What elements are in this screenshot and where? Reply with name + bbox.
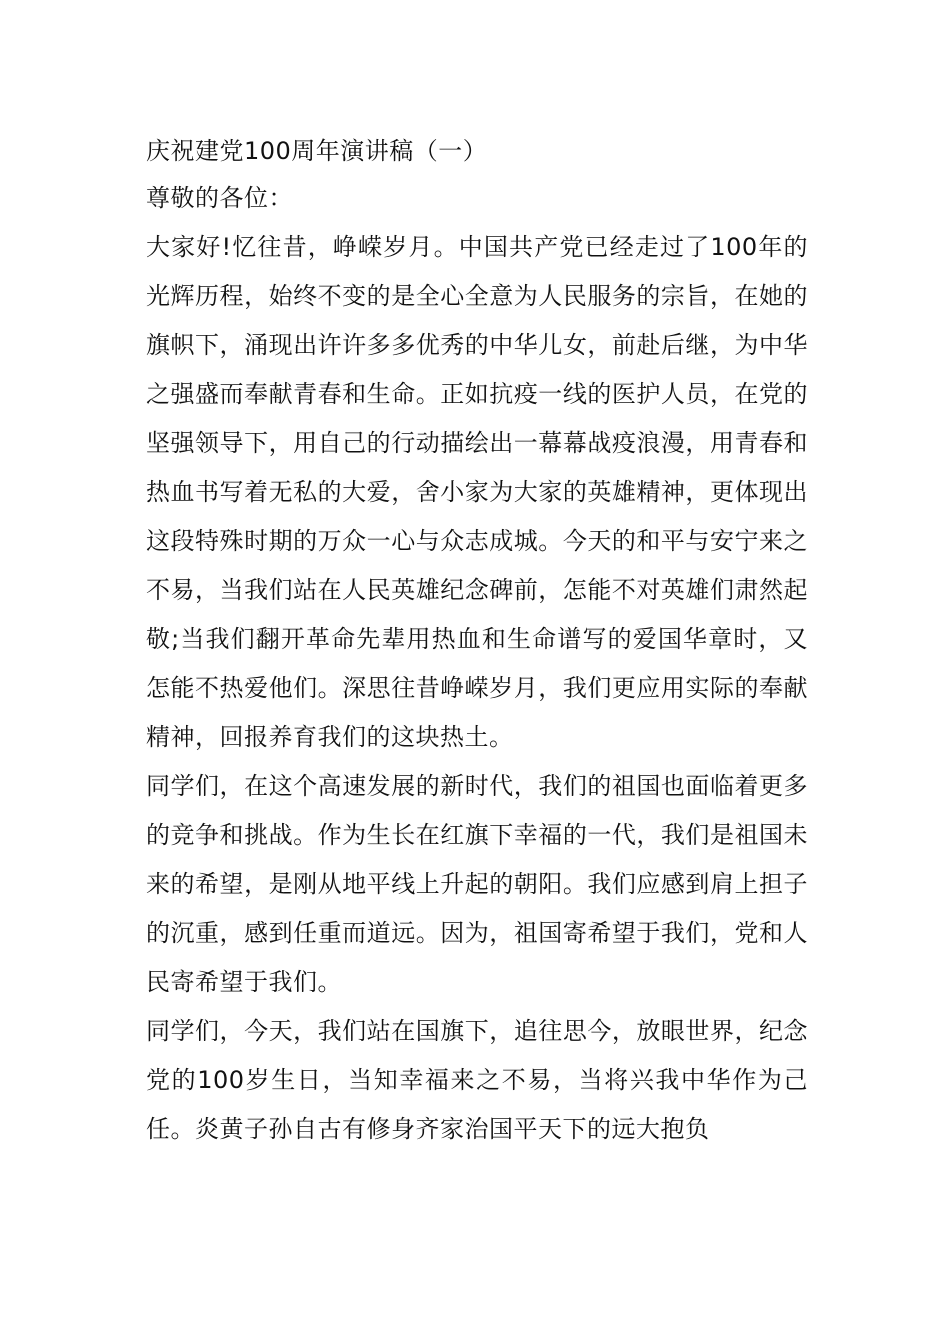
paragraph-2: 同学们，在这个高速发展的新时代，我们的祖国也面临着更多的竞争和挑战。作为生长在红旗下幸福的一代，我们是祖国未来的希望，是刚从地平线上升起的朝阳。我们应感到肩上担子的沉重，感到任重而道远。因为，祖国寄希望于我们，党和人民寄希望于我们。: [146, 772, 808, 996]
document-title: 庆祝建党100周年演讲稿（一）: [146, 137, 488, 165]
paragraph-3: 同学们，今天，我们站在国旗下，追往思今，放眼世界，纪念党的100岁生日，当知幸福来之不易，当将兴我中华作为己任。炎黄子孙自古有修身齐家治国平天下的远大抱负: [146, 1017, 808, 1143]
paragraph-1: 大家好!忆往昔，峥嵘岁月。中国共产党已经走过了100年的光辉历程，始终不变的是全心全意为人民服务的宗旨，在她的旗帜下，涌现出许许多多优秀的中华儿女，前赴后继，为中华之强盛而奉献青春和生命。正如抗疫一线的医护人员，在党的坚强领导下，用自己的行动描绘出一幕幕战疫浪漫，用青春和热血书写着无私的大爱，舍小家为大家的英雄精神，更体现出这段特殊时期的万众一心与众志成城。今天的和平与安宁来之不易，当我们站在人民英雄纪念碑前，怎能不对英雄们肃然起敬;当我们翻开革命先辈用热血和生命谱写的爱国华章时，又怎能不热爱他们。深思往昔峥嵘岁月，我们更应用实际的奉献精神，回报养育我们的这块热土。: [146, 233, 808, 751]
document-body: [146, 128, 808, 1154]
salutation: 尊敬的各位：: [146, 184, 293, 212]
